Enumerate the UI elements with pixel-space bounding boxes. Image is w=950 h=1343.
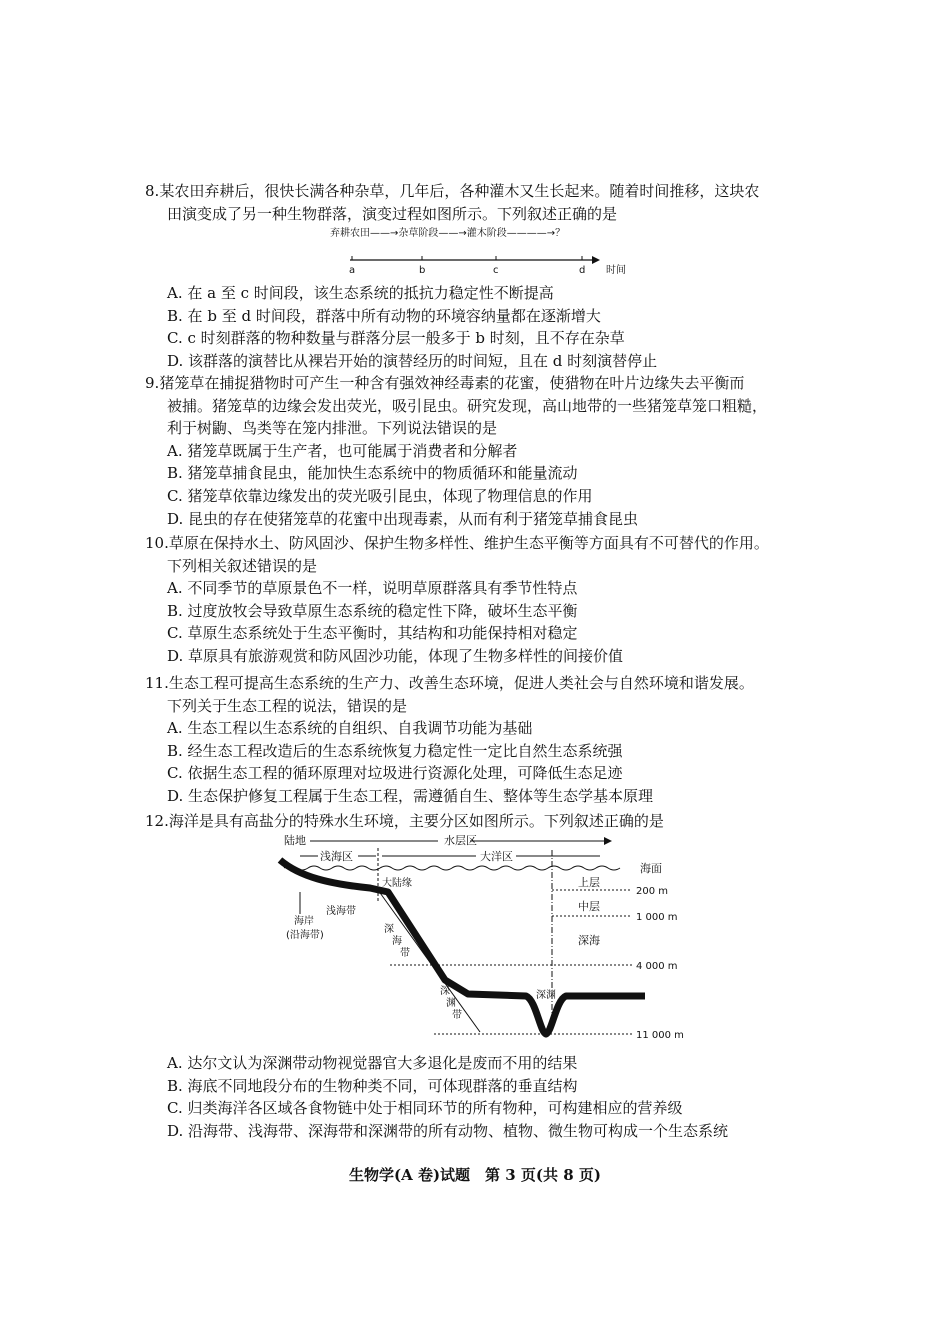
question-11	[145, 672, 825, 808]
point-c-label: c	[493, 265, 499, 276]
middle-layer-label: 中层	[578, 900, 600, 913]
deep-sea-belt-char-3: 带	[400, 948, 410, 959]
question-9-stem-line-1	[145, 372, 825, 395]
arrow-head-icon	[592, 256, 600, 264]
upper-layer-label: 上层	[578, 876, 600, 889]
question-8-stem-line-2: 田演变成了另一种生物群落，演变过程如图所示。下列叙述正确的是	[167, 204, 618, 223]
trench-label: 深渊	[536, 990, 556, 1001]
ocean-zones-diagram	[270, 832, 700, 1052]
question-12-stem-line-1	[145, 810, 825, 833]
option-b: B. 海底不同地段分布的生物种类不同，可体现群落的垂直结构	[167, 1076, 578, 1095]
option-c: C. c 时刻群落的物种数量与群落分层一般多于 b 时刻，且不存在杂草	[167, 329, 625, 348]
question-8	[145, 180, 825, 225]
option-d: D. 该群落的演替比从裸岩开始的演替经历的时间短，且在 d 时刻演替停止	[167, 351, 658, 370]
succession-sequence: 弃耕农田——→杂草阶段——→灌木阶段————→？	[330, 228, 566, 239]
coast-label-line2: (沿海带)	[286, 930, 324, 941]
option-a: A. 生态工程以生态系统的自组织、自我调节功能为基础	[167, 719, 533, 738]
option-a: A. 不同季节的草原景色不一样，说明草原群落具有季节性特点	[167, 579, 578, 598]
question-number: 8.	[145, 182, 160, 200]
abyss-belt-char-1: 深	[440, 986, 450, 997]
land-label: 陆地	[284, 834, 306, 847]
question-12	[145, 810, 825, 833]
question-10-stem-line-2: 下列相关叙述错误的是	[167, 556, 318, 575]
option-a: A. 猪笼草既属于生产者，也可能属于消费者和分解者	[167, 441, 518, 460]
stem-text: 海洋是具有高盐分的特殊水生环境，主要分区如图所示。下列叙述正确的是	[168, 812, 664, 830]
question-11-stem-line-1	[145, 672, 825, 695]
point-d-label: d	[579, 265, 586, 276]
question-8-stem-line-1	[145, 180, 825, 203]
option-a: A. 达尔文认为深渊带动物视觉器官大多退化是废而不用的结果	[167, 1054, 578, 1072]
stem-text: 某农田弃耕后，很快长满各种杂草，几年后，各种灌木又生长起来。随着时间推移，这块农	[159, 182, 760, 200]
question-10	[145, 532, 825, 668]
option-b: B. 猪笼草捕食昆虫，能加快生态系统中的物质循环和能量流动	[167, 464, 578, 483]
option-a: A. 在 a 至 c 时间段，该生态系统的抵抗力稳定性不断提高	[167, 284, 554, 302]
option-d: D. 昆虫的存在使猪笼草的花蜜中出现毒素，从而有利于猪笼草捕食昆虫	[167, 509, 639, 528]
option-c: C. 依据生态工程的循环原理对垃圾进行资源化处理，可降低生态足迹	[167, 764, 623, 783]
question-10-stem-line-1	[145, 532, 825, 555]
page-footer: 生物学(A 卷)试题 第 3 页(共 8 页)	[348, 1166, 601, 1184]
question-number: 12.	[145, 812, 169, 830]
slope-guide-line	[378, 890, 480, 1032]
sea-surface-label: 海面	[640, 862, 662, 875]
point-a-label: a	[349, 265, 356, 276]
question-number: 10.	[145, 534, 169, 552]
option-b: B. 过度放牧会导致草原生态系统的稳定性下降，破坏生态平衡	[167, 601, 578, 620]
continental-margin-label: 大陆缘	[382, 878, 412, 889]
question-8-options	[145, 282, 825, 372]
question-number: 11.	[145, 674, 169, 692]
stem-text: 生态工程可提高生态系统的生产力、改善生态环境，促进人类社会与自然环境和谐发展。	[168, 674, 754, 692]
stem-text: 草原在保持水土、防风固沙、保护生物多样性、维护生态平衡等方面具有不可替代的作用。	[168, 534, 769, 552]
option-b: B. 在 b 至 d 时间段，群落中所有动物的环境容纳量都在逐渐增大	[167, 306, 601, 325]
point-b-label: b	[419, 265, 426, 276]
deep-sea-label: 深海	[578, 934, 600, 947]
deep-sea-belt-char-1: 深	[384, 924, 394, 935]
option-b: B. 经生态工程改造后的生态系统恢复力稳定性一定比自然生态系统强	[167, 741, 623, 760]
depth-4000-label: 4 000 m	[636, 961, 678, 972]
time-axis-label: 时间	[606, 265, 626, 276]
ocean-zone-label: 大洋区	[480, 850, 513, 863]
sea-surface-wave	[284, 866, 620, 870]
option-d: D. 生态保护修复工程属于生态工程，需遵循自生、整体等生态学基本原理	[167, 786, 654, 805]
question-12-options	[145, 1052, 825, 1142]
succession-diagram	[320, 224, 650, 276]
option-d: D. 沿海带、浅海带、深海带和深渊带的所有动物、植物、微生物可构成一个生态系统	[167, 1121, 729, 1140]
option-c: C. 猪笼草依靠边缘发出的荧光吸引昆虫，体现了物理信息的作用	[167, 486, 593, 505]
depth-1000-label: 1 000 m	[636, 912, 678, 923]
stem-text: 猪笼草在捕捉猎物时可产生一种含有强效神经毒素的花蜜，使猎物在叶片边缘失去平衡而	[159, 374, 745, 392]
abyss-belt-char-3: 带	[452, 1010, 462, 1021]
question-9-stem-line-2: 被捕。猪笼草的边缘会发出荧光，吸引昆虫。研究发现，高山地带的一些猪笼草笼口粗糙，	[167, 396, 768, 415]
option-c: C. 草原生态系统处于生态平衡时，其结构和功能保持相对稳定	[167, 624, 578, 643]
question-9	[145, 372, 825, 530]
abyss-belt-char-2: 渊	[446, 998, 456, 1009]
depth-200-label: 200 m	[636, 886, 669, 897]
water-zone-label: 水层区	[444, 834, 477, 847]
option-d: D. 草原具有旅游观赏和防风固沙功能，体现了生物多样性的间接价值	[167, 646, 624, 665]
shallow-belt-label: 浅海带	[326, 906, 356, 917]
question-9-stem-line-3: 利于树鼩、鸟类等在笼内排泄。下列说法错误的是	[167, 419, 498, 438]
deep-sea-belt-char-2: 海	[392, 936, 402, 947]
arrow-right-icon	[604, 837, 612, 845]
coast-label-line1: 海岸	[294, 916, 314, 927]
question-11-stem-line-2: 下列关于生态工程的说法，错误的是	[167, 696, 408, 715]
option-c: C. 归类海洋各区域各食物链中处于相同环节的所有物种，可构建相应的营养级	[167, 1099, 683, 1118]
question-number: 9.	[145, 374, 160, 392]
depth-11000-label: 11 000 m	[636, 1030, 684, 1041]
shallow-sea-zone-label: 浅海区	[320, 850, 353, 863]
